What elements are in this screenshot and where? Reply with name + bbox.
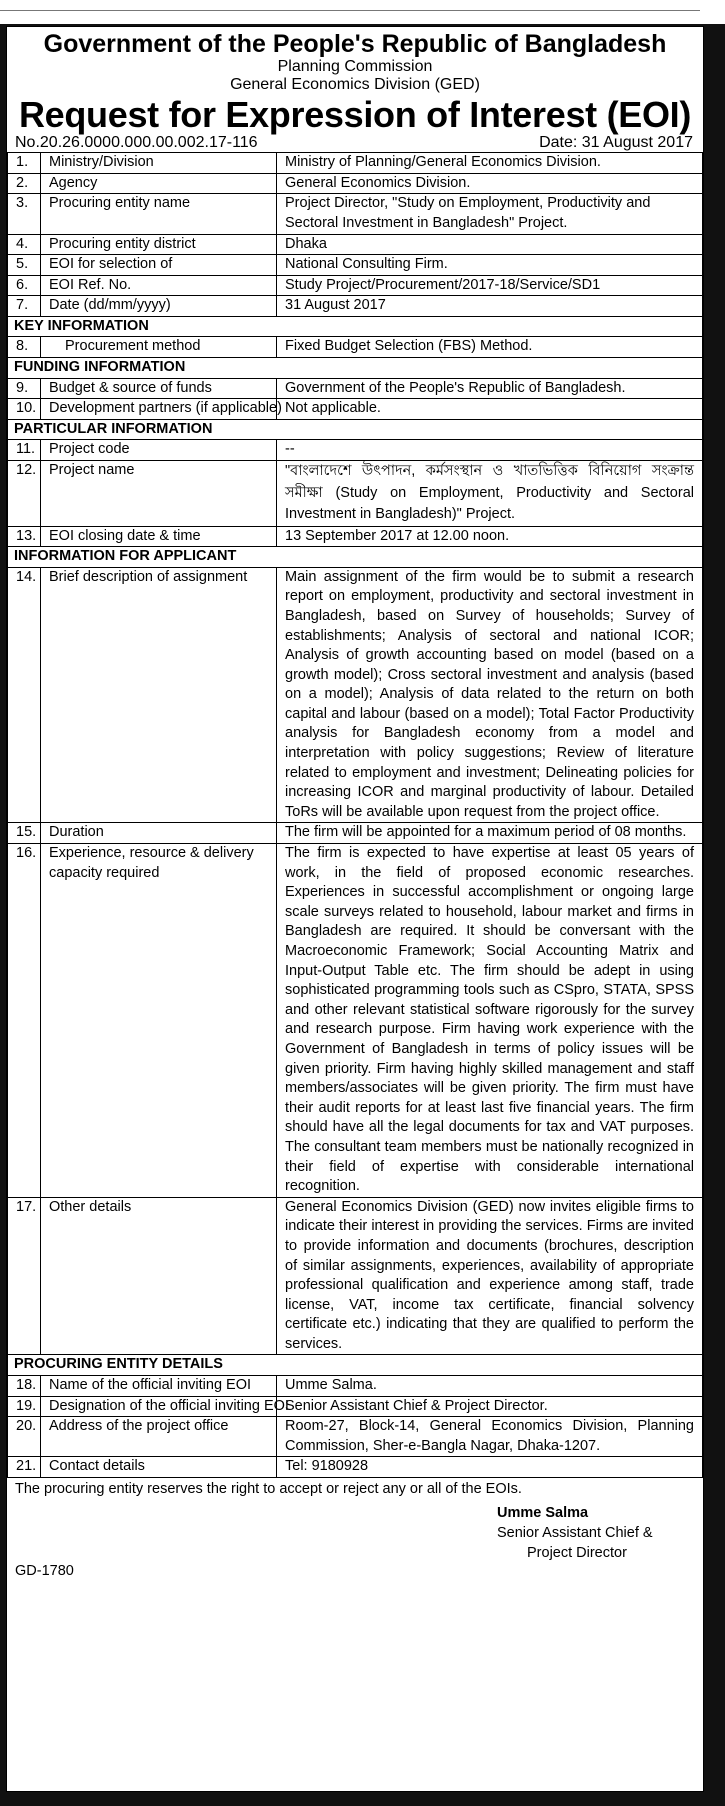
- row-number: 4.: [8, 234, 41, 255]
- row-value: General Economics Division.: [277, 173, 703, 194]
- row-value: Main assignment of the firm would be to submit a research report on employment, productivity and sectoral investment in Bangladesh, based on Survey of households; Survey of establishments; Analysis of sectoral and national ICOR; Analysis of growth accounting based on model (based on a growth model); Cross sectoral investment and analysis (based on a model); Analysis of data related to the return on both capital and labour (based on a model); Total Factor Productivity analysis for Bangladesh economy from a model and interpretation with policy suggestions; Review of literature related to employment and investment; Delineating policies for increasing ICOR and marginal productivity of labour. Detailed ToRs will be available upon request from the project office.: [277, 567, 703, 823]
- row-label: EOI closing date & time: [41, 526, 277, 547]
- row-label: EOI Ref. No.: [41, 275, 277, 296]
- section-heading: [8, 316, 703, 337]
- reservation-note: The procuring entity reserves the right to accept or reject any or all of the EOIs.: [15, 1481, 522, 1498]
- row-label: Agency: [41, 173, 277, 194]
- eoi-table-procuring: [7, 1354, 703, 1478]
- scan-top-rule: [0, 10, 700, 11]
- table-row: [8, 194, 703, 234]
- row-label: Procurement method: [41, 337, 277, 358]
- section-heading-procuring: PROCURING ENTITY DETAILS: [8, 1355, 703, 1376]
- section-heading: [8, 1355, 703, 1376]
- row-label: Address of the project office: [41, 1417, 277, 1457]
- gd-number: GD-1780: [15, 1562, 74, 1579]
- row-value: National Consulting Firm.: [277, 255, 703, 276]
- eoi-notice: [6, 26, 704, 1792]
- row-value: Tel: 9180928: [277, 1457, 703, 1478]
- row-number: 20.: [8, 1417, 41, 1457]
- eoi-table-applicant: [7, 567, 703, 1356]
- signatory-designation-2: Project Director: [527, 1544, 627, 1561]
- row-number: 21.: [8, 1457, 41, 1478]
- table-row: [8, 1396, 703, 1417]
- row-label: Experience, resource & delivery capacity required: [41, 844, 277, 1198]
- row-number: 17.: [8, 1197, 41, 1355]
- table-row: [8, 275, 703, 296]
- row-number: 13.: [8, 526, 41, 547]
- section-heading: [8, 419, 703, 440]
- signatory-name: Umme Salma: [497, 1504, 589, 1521]
- row-value: Project Director, "Study on Employment, Productivity and Sectoral Investment in Bangladesh" Project.: [277, 194, 703, 234]
- row-value: Room-27, Block-14, General Economics Division, Planning Commission, Sher-e-Bangla Nagar, Dhaka-1207.: [277, 1417, 703, 1457]
- row-label: Ministry/Division: [41, 153, 277, 174]
- row-label: Procuring entity district: [41, 234, 277, 255]
- row-label: Designation of the official inviting EOI: [41, 1396, 277, 1417]
- division-name: General Economics Division (GED): [230, 75, 480, 93]
- table-row: [8, 461, 703, 527]
- row-number: 3.: [8, 194, 41, 234]
- row-number: 8.: [8, 337, 41, 358]
- row-number: 12.: [8, 461, 41, 527]
- row-value: "বাংলাদেশে উৎপাদন, কর্মসংস্থান ও খাতভিত্তিক বিনিয়োগ সংক্রান্ত সমীক্ষা (Study on Employment, Productivity and Sectoral Investment in Bangladesh)" Project.: [277, 461, 703, 527]
- row-label: Contact details: [41, 1457, 277, 1478]
- row-value: Ministry of Planning/General Economics Division.: [277, 153, 703, 174]
- section-heading-funding: FUNDING INFORMATION: [8, 358, 703, 379]
- signature-block: [7, 1502, 703, 1582]
- row-value: --: [277, 440, 703, 461]
- row-value: 13 September 2017 at 12.00 noon.: [277, 526, 703, 547]
- signatory-designation: Senior Assistant Chief &: [497, 1524, 653, 1541]
- table-row: [8, 255, 703, 276]
- row-number: 1.: [8, 153, 41, 174]
- row-label: Project name: [41, 461, 277, 527]
- row-label: Brief description of assignment: [41, 567, 277, 823]
- row-number: 11.: [8, 440, 41, 461]
- section-heading-key: KEY INFORMATION: [8, 316, 703, 337]
- row-value: Umme Salma.: [277, 1376, 703, 1397]
- row-value: 31 August 2017: [277, 296, 703, 317]
- eoi-table-basic: [7, 152, 703, 568]
- table-row: [8, 399, 703, 420]
- row-number: 16.: [8, 844, 41, 1198]
- row-label: Name of the official inviting EOI: [41, 1376, 277, 1397]
- notice-date: Date: 31 August 2017: [539, 134, 693, 152]
- table-row: [8, 1197, 703, 1355]
- row-value: The firm will be appointed for a maximum period of 08 months.: [277, 823, 703, 844]
- section-heading: [8, 358, 703, 379]
- scan-top-margin: [0, 0, 725, 24]
- row-number: 7.: [8, 296, 41, 317]
- row-number: 6.: [8, 275, 41, 296]
- row-number: 5.: [8, 255, 41, 276]
- row-label: Duration: [41, 823, 277, 844]
- table-row: [8, 378, 703, 399]
- row-number: 14.: [8, 567, 41, 823]
- table-row: [8, 526, 703, 547]
- table-row: [8, 234, 703, 255]
- table-row: [8, 153, 703, 174]
- row-label: Budget & source of funds: [41, 378, 277, 399]
- reference-line: [7, 134, 703, 152]
- row-number: 10.: [8, 399, 41, 420]
- memo-number: No.20.26.0000.000.00.002.17-116: [15, 134, 258, 152]
- section-heading: [8, 547, 703, 568]
- row-label: Development partners (if applicable): [41, 399, 277, 420]
- row-value: Senior Assistant Chief & Project Director.: [277, 1396, 703, 1417]
- row-value: Not applicable.: [277, 399, 703, 420]
- table-row: [8, 1457, 703, 1478]
- row-number: 18.: [8, 1376, 41, 1397]
- row-label: Project code: [41, 440, 277, 461]
- section-heading-particular: PARTICULAR INFORMATION: [8, 419, 703, 440]
- row-label: EOI for selection of: [41, 255, 277, 276]
- section-heading-applicant: INFORMATION FOR APPLICANT: [8, 547, 703, 568]
- row-value: Study Project/Procurement/2017-18/Service/SD1: [277, 275, 703, 296]
- row-number: 19.: [8, 1396, 41, 1417]
- commission-name: Planning Commission: [277, 58, 433, 75]
- table-row: [8, 844, 703, 1198]
- table-row: [8, 440, 703, 461]
- table-row: [8, 173, 703, 194]
- row-value: Fixed Budget Selection (FBS) Method.: [277, 337, 703, 358]
- row-number: 15.: [8, 823, 41, 844]
- row-number: 2.: [8, 173, 41, 194]
- table-row: [8, 1376, 703, 1397]
- row-value: The firm is expected to have expertise at least 05 years of work, in the field of proposed economic researches. Experiences in successful accomplishment or ongoing large scale surveys related to household, labour market and firms in Bangladesh are required. It should be conversant with the Macroeconomic Framework; Social Accounting Matrix and Input-Output Table etc. The firm should be adept in using sophisticated programming tools such as CSpro, STATA, SPSS and other relevant statistical software rigorously for the survey and research purpose. Firm having work experience with the Government of Bangladesh in terms of policy issues will be given priority. Firm having highly skilled management and staff members/associates will be given priority. The firm must have their audit reports for at least last five financial years. The firm should have all the legal documents for tax and VAT purposes. The consultant team members must be nationally recognized in their field of expertise with considerable international recognition.: [277, 844, 703, 1198]
- row-label: Date (dd/mm/yyyy): [41, 296, 277, 317]
- notice-title: Request for Expression of Interest (EOI): [18, 93, 692, 135]
- table-row: [8, 1417, 703, 1457]
- notice-header: [7, 30, 703, 135]
- row-label: Procuring entity name: [41, 194, 277, 234]
- table-row: [8, 296, 703, 317]
- row-number: 9.: [8, 378, 41, 399]
- table-row: [8, 567, 703, 823]
- table-row: [8, 337, 703, 358]
- row-value: Dhaka: [277, 234, 703, 255]
- government-title: Government of the People's Republic of Bangladesh: [43, 30, 667, 58]
- table-row: [8, 823, 703, 844]
- row-label: Other details: [41, 1197, 277, 1355]
- row-value: General Economics Division (GED) now invites eligible firms to indicate their interest in providing the services. Firms are invited to provide information and documents (brochures, description of similar assignments, experiences, availability of appropriate professional qualification and experience among staff, trade license, VAT, income tax certificate, financial solvency certificate etc.) indicating that they are qualified to perform the services.: [277, 1197, 703, 1355]
- row-value: Government of the People's Republic of Bangladesh.: [277, 378, 703, 399]
